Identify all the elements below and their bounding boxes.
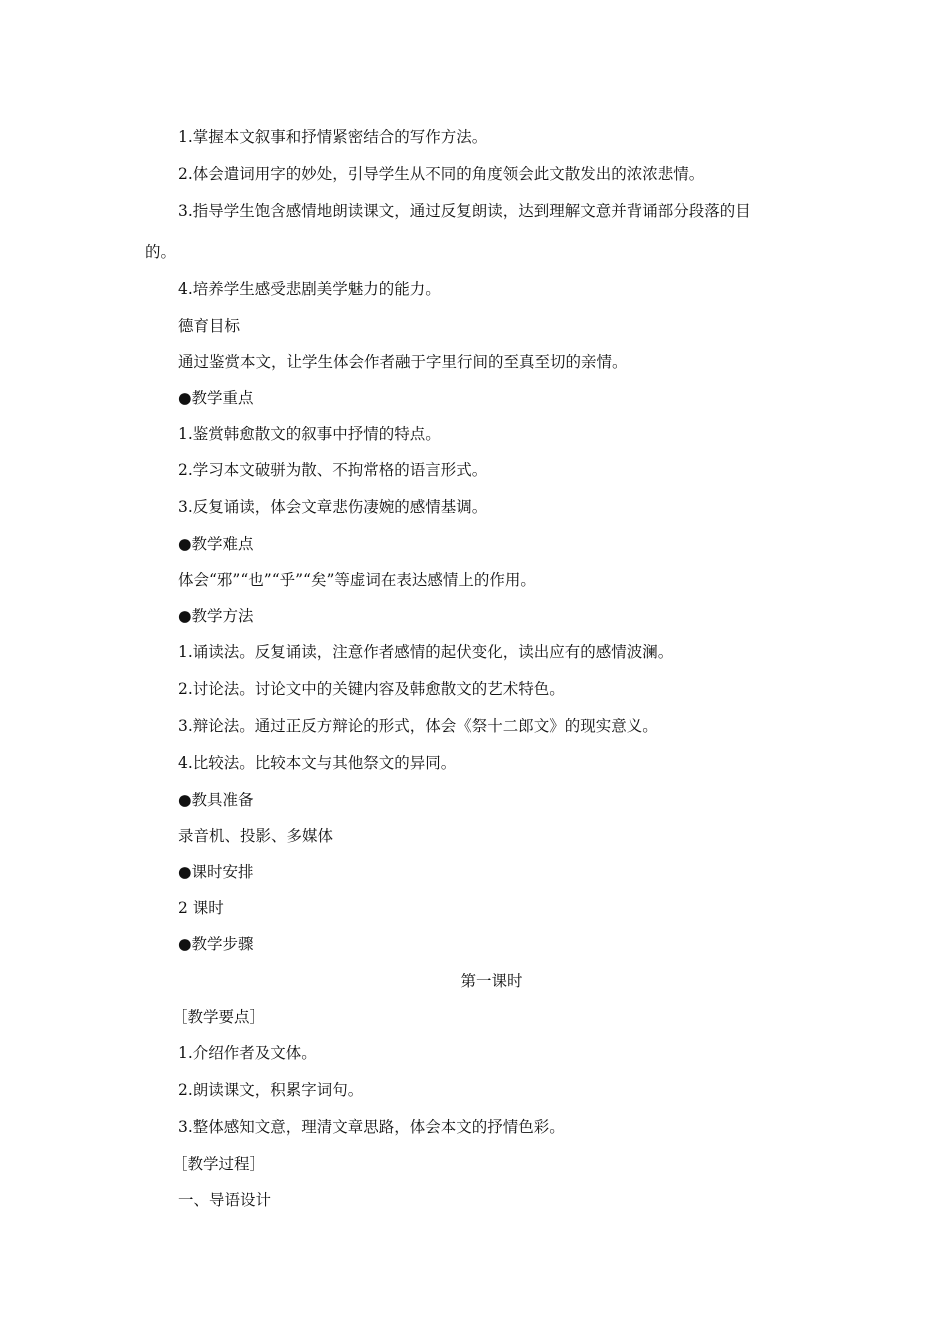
objective-item-2: 2.体会遣词用字的妙处，引导学生从不同的角度领会此文散发出的浓浓悲情。 (178, 165, 705, 183)
method-4: 4.比较法。比较本文与其他祭文的异同。 (178, 754, 457, 772)
teaching-steps-heading: ●教学步骤 (178, 935, 254, 953)
difficult-point-text: 体会“邪”“也”“乎”“矣”等虚词在表达感情上的作用。 (178, 571, 536, 589)
key-points-heading: ●教学重点 (178, 389, 254, 407)
objective-item-1: 1.掌握本文叙事和抒情紧密结合的写作方法。 (178, 128, 488, 146)
schedule-text: 2 课时 (178, 899, 224, 917)
difficult-points-heading: ●教学难点 (178, 535, 254, 553)
lesson-point-3: 3.整体感知文意，理清文章思路，体会本文的抒情色彩。 (178, 1118, 565, 1136)
key-point-2: 2.学习本文破骈为散、不拘常格的语言形式。 (178, 461, 488, 479)
method-2: 2.讨论法。讨论文中的关键内容及韩愈散文的艺术特色。 (178, 680, 565, 698)
schedule-heading: ●课时安排 (178, 863, 254, 881)
teaching-aids-text: 录音机、投影、多媒体 (178, 827, 334, 845)
objective-item-3: 3.指导学生饱含感情地朗读课文，通过反复朗读，达到理解文意并背诵部分段落的目 (178, 202, 751, 220)
key-point-1: 1.鉴赏韩愈散文的叙事中抒情的特点。 (178, 425, 441, 443)
lesson-key-points-label: ［教学要点］ (172, 1008, 266, 1026)
objective-item-3-continuation: 的。 (145, 243, 177, 261)
method-3: 3.辩论法。通过正反方辩论的形式，体会《祭十二郎文》的现实意义。 (178, 717, 658, 735)
teaching-methods-heading: ●教学方法 (178, 607, 254, 625)
introduction-design-heading: 一、导语设计 (178, 1191, 272, 1209)
teaching-aids-heading: ●教具准备 (178, 791, 254, 809)
lesson-point-2: 2.朗读课文，积累字词句。 (178, 1081, 364, 1099)
first-lesson-title: 第一课时 (460, 972, 523, 990)
moral-objective-heading: 德育目标 (178, 317, 241, 335)
lesson-point-1: 1.介绍作者及文体。 (178, 1044, 317, 1062)
teaching-process-label: ［教学过程］ (172, 1155, 266, 1173)
method-1: 1.诵读法。反复诵读，注意作者感情的起伏变化，读出应有的感情波澜。 (178, 643, 674, 661)
objective-item-4: 4.培养学生感受悲剧美学魅力的能力。 (178, 280, 441, 298)
moral-objective-text: 通过鉴赏本文，让学生体会作者融于字里行间的至真至切的亲情。 (178, 353, 628, 371)
key-point-3: 3.反复诵读，体会文章悲伤凄婉的感情基调。 (178, 498, 488, 516)
